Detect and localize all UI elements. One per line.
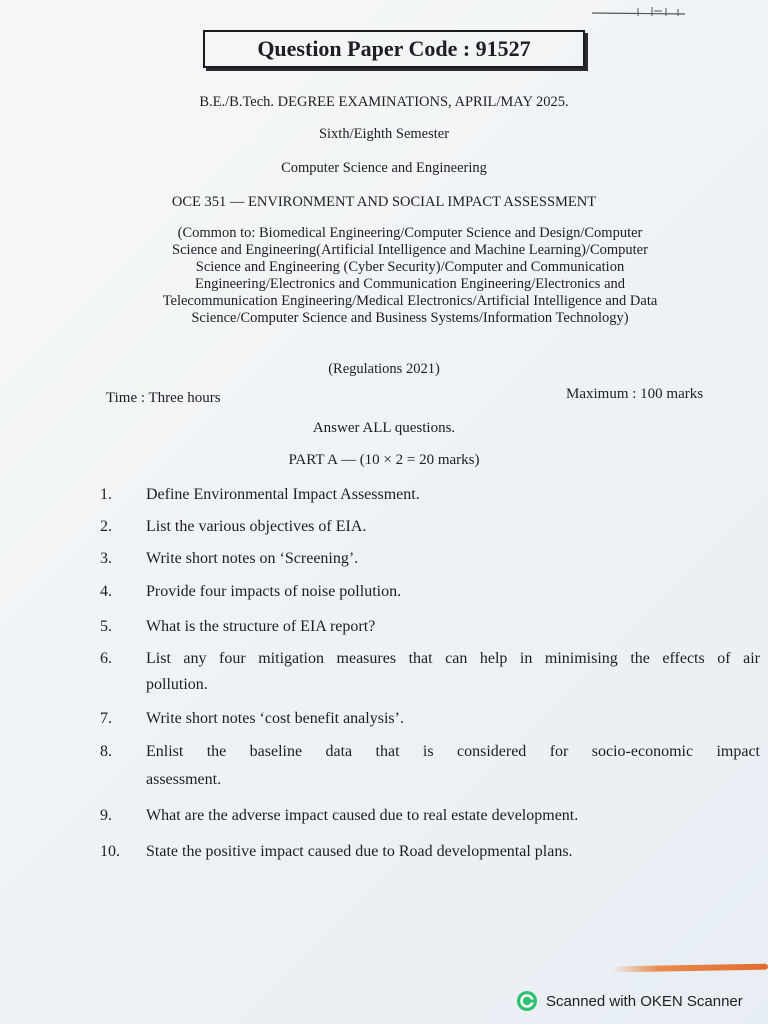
question-paper-code-box [203, 30, 585, 68]
department-line: Computer Science and Engineering [281, 160, 487, 176]
course-title: OCE 351 — ENVIRONMENT AND SOCIAL IMPACT ASSESSMENT [171, 194, 597, 210]
question-text: What is the structure of EIA report? [146, 618, 376, 635]
maximum-marks: Maximum : 100 marks [566, 386, 704, 402]
question-text: Define Environmental Impact Assessment. [146, 486, 420, 503]
question-text: What are the adverse impact caused due to real estate development. [146, 807, 579, 824]
question-number: 7. [100, 710, 112, 727]
instruction-line: Answer ALL questions. [312, 420, 456, 436]
common-to-line: Engineering/Electronics and Communication Engineering/Electronics and [194, 276, 626, 292]
question-number: 9. [100, 807, 112, 824]
common-to-line: Telecommunication Engineering/Medical Electronics/Artificial Intelligence and Data [162, 293, 658, 309]
question-paper-code: Question Paper Code : 91527 [257, 36, 531, 61]
scanner-watermark [516, 989, 743, 1013]
semester-line: Sixth/Eighth Semester [318, 126, 450, 142]
common-to-line: Science and Engineering(Artificial Intelligence and Machine Learning)/Computer [172, 242, 648, 258]
question-text: Write short notes on ‘Screening’. [146, 550, 359, 567]
corner-ink-mark-icon [590, 4, 690, 18]
question-text-line: assessment. [146, 771, 222, 788]
regulations-line: (Regulations 2021) [328, 361, 440, 377]
oken-scanner-logo-icon [516, 990, 538, 1012]
scanner-watermark-text: Scanned with OKEN Scanner [546, 992, 743, 1010]
question-text: Write short notes ‘cost benefit analysis’. [146, 710, 404, 727]
part-a-heading: PART A — (10 × 2 = 20 marks) [288, 452, 480, 468]
common-to-line: Science and Engineering (Cyber Security)/Computer and Communication [195, 259, 625, 275]
question-number: 2. [100, 518, 112, 535]
common-to-block [100, 225, 720, 327]
question-number: 6. [100, 650, 112, 667]
exam-title: B.E./B.Tech. DEGREE EXAMINATIONS, APRIL/MAY 2025. [199, 94, 569, 110]
question-text-line: pollution. [146, 676, 208, 693]
question-number: 5. [100, 618, 112, 635]
question-number: 4. [100, 583, 112, 600]
common-to-line: (Common to: Biomedical Engineering/Computer Science and Design/Computer [177, 225, 643, 241]
question-text-line: List any four mitigation measures that can help in minimising the effects of air [146, 650, 760, 667]
question-text-line: Enlist the baseline data that is considered for socio-economic impact [146, 743, 760, 760]
common-to-line: Science/Computer Science and Business Systems/Information Technology) [191, 310, 629, 326]
question-text: Provide four impacts of noise pollution. [146, 583, 402, 600]
question-text: State the positive impact caused due to Road developmental plans. [146, 843, 573, 860]
question-number: 1. [100, 486, 112, 503]
question-number: 3. [100, 550, 112, 567]
question-number: 10. [100, 843, 120, 860]
orange-page-edge-streak [612, 964, 768, 973]
question-number: 8. [100, 743, 112, 760]
question-text: List the various objectives of EIA. [146, 518, 367, 535]
time-allowed: Time : Three hours [106, 390, 221, 406]
